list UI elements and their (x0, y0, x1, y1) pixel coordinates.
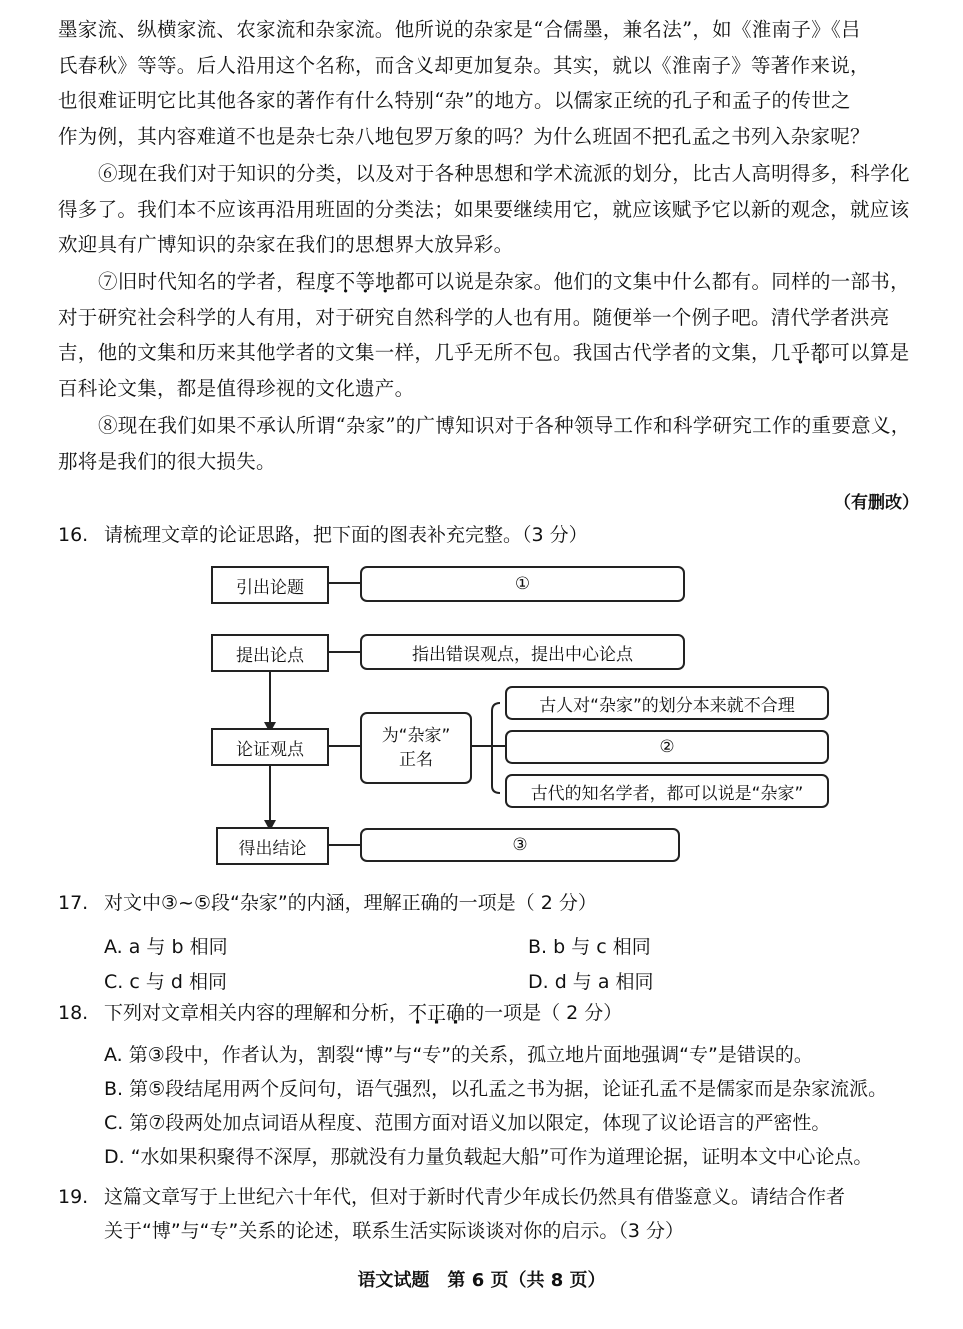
diagram-claim-box: 指出错误观点，提出中心论点 (360, 634, 685, 670)
option-17-d[interactable]: D. d 与 a 相同 (528, 971, 654, 993)
page-footer: 语文试题 第 6 页（共 8 页） (357, 1270, 606, 1291)
paragraph-6: ⑥现在我们对于知识的分类，以及对于各种思想和学术流派的划分，比古人高明得多，科学化得多了。我们本不应该再沿用班固的分类法；如果要继续用它，就应该赋予它以新的观念，就应该欢迎具有广博知识的杂家在我们的思想界大放异彩。 (58, 162, 910, 256)
question-19-text (104, 1180, 924, 1248)
edit-note: （有删改） (834, 493, 919, 513)
option-17-c[interactable]: C. c 与 d 相同 (104, 971, 227, 993)
bracket-sub-points (492, 703, 500, 793)
diagram-blank-2: ② (505, 730, 829, 764)
paragraph-7-end: 都可以算是百科论文集，都是值得珍视的文化遗产。 (58, 341, 910, 400)
question-19-line-2: 关于“博”与“专”关系的论述，联系生活实际谈谈对你的启示。（3 分） (104, 1220, 685, 1242)
question-17 (0, 886, 963, 920)
diagram-blank-3: ③ (360, 828, 680, 862)
paragraph-5-line-3: 也很难证明它比其他各家的著作有什么特别“杂”的地方。以儒家正统的孔子和孟子的传世之 (58, 89, 851, 112)
question-19-number: 19. (58, 1186, 89, 1208)
paragraph-5-line-1: 墨家流、纵横家流、农家流和杂家流。他所说的杂家是“合儒墨，兼名法”，如《淮南子》《吕 (58, 18, 861, 41)
question-19-line-1: 这篇文章写于上世纪六十年代，但对于新时代青少年成长仍然具有借鉴意义。请结合作者 (104, 1186, 846, 1208)
diagram-sub-point-1: 古人对“杂家”的划分本来就不合理 (505, 686, 829, 720)
paragraph-5 (58, 12, 926, 154)
diagram-step-propose: 提出论点 (211, 634, 329, 672)
question-18-number: 18. (58, 1002, 89, 1024)
paragraph-5-line-2: 氏春秋》等等。后人沿用这个名称，而含义却更加复杂。其实，就以《淮南子》等著作来说， (58, 53, 870, 77)
emphasis-char: 正 (427, 1002, 447, 1024)
emphasis-char: 度 (315, 270, 336, 293)
question-17-number: 17. (58, 892, 89, 914)
question-18 (0, 996, 963, 1030)
option-18-a[interactable]: A. 第③段中，作者认为，割裂“博”与“专”的关系，孤立地片面地强调“专”是错误的。 (104, 1044, 813, 1066)
paragraph-8: ⑧现在我们如果不承认所谓“杂家”的广博知识对于各种领导工作和科学研究工作的重要意义，那将是我们的很大损失。 (58, 414, 911, 473)
emphasis-char: 不 (335, 270, 356, 293)
question-18-text-start: 下列对文章相关内容的理解和分析， (104, 1002, 409, 1024)
arrow-head-2-3 (264, 722, 276, 733)
emphasis-char: 等 (355, 270, 376, 293)
option-18-d[interactable]: D. “水如果积聚得不深厚，那就没有力量负载起大船”可作为道理论据，证明本文中心论点。 (104, 1146, 873, 1168)
paragraph-7-middle: 地都可以说是杂家。他们的文集中什么都有。同样的一部书，对于研究社会科学的人有用，对于研究自然科学的人也有用。随便举一个例子吧。清代学者洪亮吉，他的文集和历来其他学者的文集一样，几乎无所不包。我国古代学者的文集， (58, 270, 910, 364)
center-box-line-1: 为“杂家” (381, 726, 451, 746)
paragraph-5-line-4: 作为例，其内容难道不也是杂七杂八地包罗万象的吗？为什么班固不把孔孟之书列入杂家呢？ (58, 124, 870, 148)
emphasis-char: 程 (296, 270, 316, 293)
dotted-word-bu-zhengque (408, 1002, 465, 1024)
emphasis-char: 几 (770, 341, 791, 364)
question-17-text: 对文中③~⑤段“杂家”的内涵，理解正确的一项是（ 2 分） (104, 892, 597, 914)
diagram-sub-point-3: 古代的知名学者，都可以说是“杂家” (505, 774, 829, 808)
paragraph-7 (58, 264, 926, 406)
paragraph-7-start: ⑦旧时代知名的学者， (98, 270, 297, 293)
diagram-step-conclude: 得出结论 (216, 827, 329, 865)
emphasis-char: 乎 (790, 341, 811, 364)
dotted-word-chengdu-budeng (296, 270, 375, 293)
option-17-a[interactable]: A. a 与 b 相同 (104, 936, 228, 958)
dotted-word-jihu (771, 341, 811, 364)
diagram-blank-1: ① (360, 566, 685, 602)
question-16 (0, 518, 963, 552)
question-19 (0, 1180, 963, 1250)
question-18-text (104, 996, 924, 1030)
emphasis-char: 不 (408, 1002, 428, 1024)
dotted-text-1 (296, 270, 375, 293)
question-16-number: 16. (58, 524, 89, 546)
center-box-line-2: 正名 (399, 750, 433, 770)
diagram-center-box (360, 712, 472, 784)
emphasis-char: 确 (446, 1002, 466, 1024)
question-16-text: 请梳理文章的论证思路，把下面的图表补充完整。（3 分） (104, 524, 588, 546)
arrow-head-3-4 (264, 820, 276, 831)
option-17-b[interactable]: B. b 与 c 相同 (528, 936, 651, 958)
diagram-step-argue: 论证观点 (211, 728, 329, 766)
option-18-c[interactable]: C. 第⑦段两处加点词语从程度、范围方面对语义加以限定，体现了议论语言的严密性。 (104, 1112, 831, 1134)
diagram-step-introduce: 引出论题 (211, 566, 329, 604)
question-18-text-end: 的一项是（ 2 分） (465, 1002, 623, 1024)
dotted-text-2 (771, 341, 811, 364)
option-18-b[interactable]: B. 第⑤段结尾用两个反问句，语气强烈，以孔孟之书为据，论证孔孟不是儒家而是杂家流派。 (104, 1078, 888, 1100)
